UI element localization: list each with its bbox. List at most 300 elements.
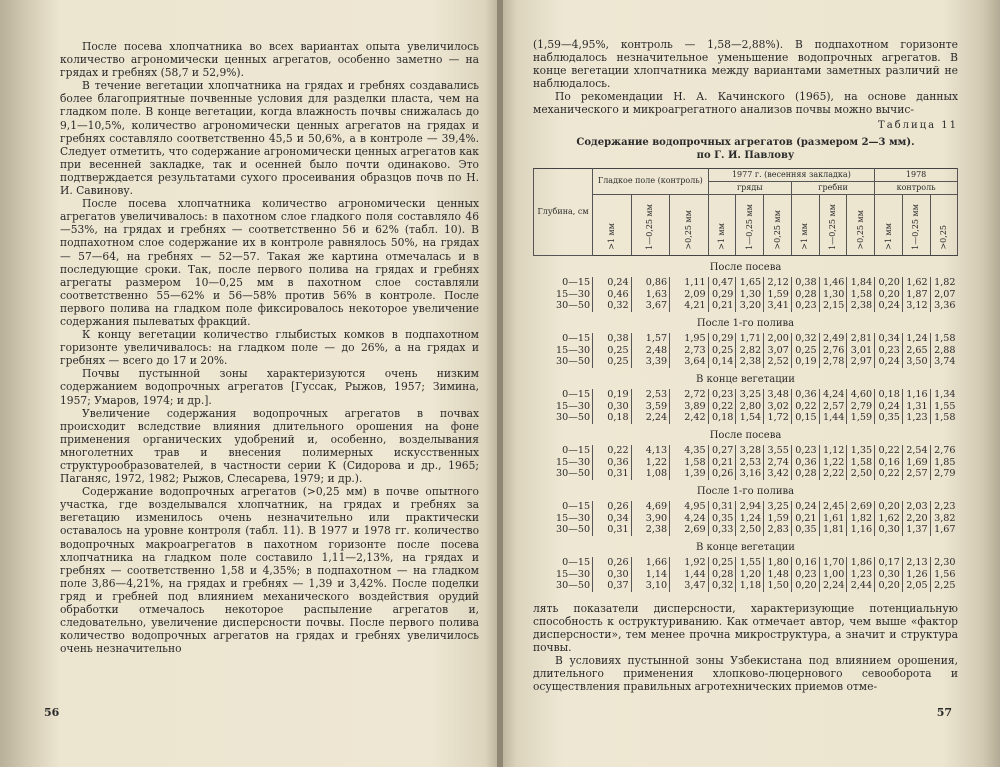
paragraph: По рекомендации Н. А. Качинского (1965), на основе данных механического и микроагрегатного анализов почвы можно вычис- [533,90,958,117]
value-cell: 2,42 [670,412,709,424]
value-cell: 1,30 [819,289,847,301]
value-cell: 3,67 [631,300,670,312]
value-cell: 1,59 [847,412,875,424]
value-cell: 0,22 [791,401,819,413]
subheader-label: 1—0,25 мм [828,203,838,250]
depth-cell: 15—30 [556,288,591,300]
value-cell: 0,29 [708,289,736,301]
value-cell: 4,60 [847,389,875,401]
paragraph: (1,59—4,95%, контроль — 1,58—2,88%). В подпахотном горизонте наблюдалось незначительное уменьшение водопрочных агрегатов. В конце вегетации хлопчатника между вариантами заметных различий не наблюдалось. [533,38,958,91]
value-cell: 1,55 [930,401,957,413]
value-cell: 1,39 [670,468,709,480]
value-cell: 0,38 [791,277,819,289]
value-cell: 0,25 [593,356,632,368]
subheader-label: >1 мм [883,222,893,250]
value-cell: 0,20 [791,580,819,592]
value-cell: 2,79 [930,468,957,480]
value-cell: 2,97 [847,356,875,368]
value-cell: 0,31 [593,468,632,480]
table-row [534,557,958,569]
value-cell: 4,24 [670,513,709,525]
value-cell: 1,58 [930,412,957,424]
value-cell: 1,65 [736,277,764,289]
value-cell: 2,50 [736,524,764,536]
value-cell: 0,14 [708,356,736,368]
value-cell: 1,95 [670,333,709,345]
value-cell: 1,18 [736,580,764,592]
value-cell: 1,46 [819,277,847,289]
table-row [534,412,958,424]
value-cell: 1,66 [631,557,670,569]
subheader-cell [670,194,709,255]
table-row [534,401,958,413]
value-cell: 3,28 [736,445,764,457]
value-cell: 0,25 [708,557,736,569]
value-cell: 2,24 [631,412,670,424]
subheader-cell [902,194,930,255]
depth-cell: 30—50 [556,468,591,480]
value-cell: 2,69 [847,501,875,513]
depth-cell: 0—15 [562,333,591,345]
subheader-cell [847,194,875,255]
subheader-cell [631,194,670,255]
subheader-label: >1 мм [717,222,727,250]
value-cell: 1,56 [930,569,957,581]
value-cell: 0,30 [593,569,632,581]
value-cell: 3,59 [631,401,670,413]
table-row [534,457,958,469]
paragraph: лять показатели дисперсности, характеризующие потенциальную способность к оструктуриванию. Как отмечает автор, чем выше «фактор дисперсности», тем менее прочна микроструктура, а значит и структура почвы. [533,601,958,654]
value-cell: 2,76 [930,445,957,457]
value-cell: 0,26 [593,501,632,513]
value-cell: 1,80 [764,557,792,569]
section-header-row [534,424,958,446]
value-cell: 2,25 [930,580,957,592]
value-cell: 2,15 [819,300,847,312]
value-cell: 0,29 [708,333,736,345]
value-cell: 0,28 [791,289,819,301]
value-cell: 1,23 [902,412,930,424]
value-cell: 2,50 [847,468,875,480]
depth-cell: 15—30 [556,344,591,356]
paragraph: После посева хлопчатника во всех вариантах опыта увеличилось количество агрономически ценных агрегатов, особенно заметно — на грядах и гребнях (58,7 и 52,9%). [60,40,479,80]
table-row [534,513,958,525]
value-cell: 3,20 [736,300,764,312]
value-cell: 1,58 [930,333,957,345]
paragraph: Почвы пустынной зоны характеризуются очень низким содержанием водопрочных агрегатов [Гуссак, Рыжов, 1957; Зимина, 1957; Умаров, 1974; и др.]. [60,367,479,407]
subheader-label: >0,25 [938,225,948,250]
value-cell: 1,72 [764,412,792,424]
section-title: После посева [709,429,782,441]
value-cell: 3,82 [930,513,957,525]
value-cell: 0,18 [708,412,736,424]
header-1978: 1978 [875,168,958,181]
value-cell: 0,86 [631,277,670,289]
depth-cell: 0—15 [562,557,591,569]
value-cell: 1,62 [902,277,930,289]
depth-cell: 15—30 [556,456,591,468]
paragraph: В течение вегетации хлопчатника на грядах и гребнях создавались более благоприятные почвенные условия для разделки пласта, чем на гладком поле. В конце вегетации, когда влажность почвы снижалась до 9,1—10,5%, количество агрономически ценных агрегатов на грядах и гребнях составляло соответственно 45,5 и 50,6%, а в контроле — 39,4%. Следует отметить, что содержание агрономически ценных агрегатов как при весенней закладке, так и осенней было почти одинаково. Это подтверждается результатами сухого просеивания образцов почв по Н. И. Савинову. [60,79,479,198]
subheader-label: >0,25 мм [683,210,693,250]
value-cell: 0,20 [875,289,903,301]
value-cell: 0,33 [708,524,736,536]
value-cell: 0,24 [875,356,903,368]
table-label: Таблица 11 [878,119,958,131]
value-cell: 0,36 [791,389,819,401]
value-cell: 3,25 [764,501,792,513]
value-cell: 2,52 [764,356,792,368]
value-cell: 0,31 [708,501,736,513]
paragraph: Содержание водопрочных агрегатов (>0,25 мм) в почве опытного участка, где возделывался хлопчатник, на грядах и гребнях за вегетацию изменилось очень незначительно или практически оставалось на уровне контроля (табл. 11). В 1977 и 1978 гг. количество водопрочных макроагрегатов в пахотном горизонте после посева хлопчатника на гладком поле составило 1,11—2,13%, на грядах и гребнях — соответственно 1,58 и 4,35%; в подпахотном — на гладком поле 3,86—4,21%, на грядах и гребнях — 1,39 и 3,42%. После поделки гряд и гребней под влиянием механического воздействия орудий обработки отмечалось некоторое распыление агрегатов и, следовательно, увеличение дисперсности почвы. После первого полива количество водопрочных агрегатов на грядах и гребнях увеличилось очень незначительно [60,485,479,656]
header-smooth-field: Гладкое поле (контроль) [593,168,709,194]
table-row [534,445,958,457]
value-cell: 1,30 [736,289,764,301]
value-cell: 2,24 [819,580,847,592]
value-cell: 2,65 [902,345,930,357]
value-cell: 2,74 [764,457,792,469]
value-cell: 2,76 [819,345,847,357]
value-cell: 1,58 [847,289,875,301]
value-cell: 0,34 [875,333,903,345]
value-cell: 0,36 [593,457,632,469]
table-row [534,524,958,536]
value-cell: 1,16 [902,389,930,401]
value-cell: 2,38 [631,524,670,536]
value-cell: 1,67 [930,524,957,536]
table-row [534,468,958,480]
value-cell: 0,32 [593,300,632,312]
value-cell: 1,16 [847,524,875,536]
value-cell: 4,21 [670,300,709,312]
value-cell: 0,34 [593,513,632,525]
depth-cell: 0—15 [562,445,591,457]
table-row [534,277,958,289]
value-cell: 3,64 [670,356,709,368]
table-row [534,580,958,592]
value-cell: 1,14 [631,569,670,581]
value-cell: 1,34 [930,389,957,401]
value-cell: 0,30 [875,569,903,581]
value-cell: 1,44 [670,569,709,581]
value-cell: 3,90 [631,513,670,525]
subheader-label: >1 мм [606,222,616,250]
value-cell: 0,31 [593,524,632,536]
value-cell: 1,22 [819,457,847,469]
value-cell: 2,94 [736,501,764,513]
value-cell: 0,30 [593,401,632,413]
value-cell: 0,18 [875,389,903,401]
value-cell: 3,89 [670,401,709,413]
value-cell: 0,15 [791,412,819,424]
value-cell: 2,53 [736,457,764,469]
page-number-right: 57 [936,706,952,719]
value-cell: 3,55 [764,445,792,457]
value-cell: 2,57 [902,468,930,480]
header-control: контроль [875,181,958,194]
value-cell: 0,28 [708,569,736,581]
value-cell: 1,24 [902,333,930,345]
paragraph: В условиях пустынной зоны Узбекистана под влиянием орошения, длительного применения хлопково-люцернового севооборота и осуществления правильных агротехнических приемов отме- [533,653,958,694]
value-cell: 3,12 [902,300,930,312]
value-cell: 2,57 [819,401,847,413]
depth-cell: 30—50 [556,300,591,312]
value-cell: 0,21 [708,300,736,312]
right-page [503,0,1000,767]
value-cell: 4,24 [819,389,847,401]
value-cell: 3,01 [847,345,875,357]
value-cell: 0,22 [875,445,903,457]
paragraph: После посева хлопчатника количество агрономически ценных агрегатов увеличивалось: в пахотном слое гладкого поля составляло 46—53%, на грядах и гребнях — соответственно 56 и 62% (табл. 10). В подпахотном слое содержание их в контроле равнялось 50%, на грядах — 57—64, на гребнях — 52—57. Такая же картина отмечалась и в последующие сроки. Так, после первого полива на грядах и гребнях агрегаты размером 10—0,25 мм в пахотном слое составляли соответственно 55—62% и 56—58% против 56% в контроле. После первого полива на гладком поле фиксировалось некоторое увеличение содержания пылеватых фракций. [60,197,479,328]
value-cell: 3,16 [736,468,764,480]
value-cell: 3,10 [631,580,670,592]
value-cell: 3,02 [764,401,792,413]
value-cell: 2,44 [847,580,875,592]
value-cell: 0,21 [791,513,819,525]
value-cell: 0,20 [875,277,903,289]
value-cell: 2,45 [819,501,847,513]
value-cell: 0,24 [875,300,903,312]
value-cell: 2,69 [670,524,709,536]
value-cell: 0,23 [791,300,819,312]
table-row [534,389,958,401]
value-cell: 0,25 [593,345,632,357]
subheader-label: 1—0,25 мм [744,203,754,250]
value-cell: 3,48 [764,389,792,401]
value-cell: 2,54 [902,445,930,457]
value-cell: 0,23 [708,389,736,401]
value-cell: 0,26 [708,468,736,480]
paragraph: К концу вегетации количество глыбистых комков в подпахотном горизонте увеличивалось: на гладком поле — до 26%, а на грядах и гребнях — всего до 17 и 20%. [60,328,479,368]
value-cell: 2,13 [902,557,930,569]
value-cell: 0,26 [593,557,632,569]
depth-cell: 0—15 [562,501,591,513]
depth-cell: 30—50 [556,524,591,536]
table-row [534,300,958,312]
subheader-label: >0,25 мм [772,210,782,250]
value-cell: 1,54 [736,412,764,424]
section-title: После 1-го полива [696,485,795,497]
value-cell: 0,17 [875,557,903,569]
value-cell: 1,20 [736,569,764,581]
table-caption [533,136,958,162]
value-cell: 3,47 [670,580,709,592]
value-cell: 0,23 [875,345,903,357]
value-cell: 0,47 [708,277,736,289]
value-cell: 0,24 [791,501,819,513]
left-text-block [60,40,479,655]
subheader-cell [736,194,764,255]
value-cell: 1,85 [930,457,957,469]
value-cell: 2,00 [764,333,792,345]
table-row [534,356,958,368]
value-cell: 0,32 [791,333,819,345]
section-header-row [534,536,958,558]
header-combs: гребни [791,181,874,194]
value-cell: 1,61 [819,513,847,525]
value-cell: 1,57 [631,333,670,345]
value-cell: 0,36 [791,457,819,469]
value-cell: 2,72 [670,389,709,401]
value-cell: 0,32 [708,580,736,592]
table-row [534,569,958,581]
section-header-row [534,255,958,277]
subheader-label: >1 мм [800,222,810,250]
value-cell: 1,87 [902,289,930,301]
data-table [533,168,958,592]
value-cell: 0,16 [875,457,903,469]
section-title: В конце вегетации [696,373,795,385]
value-cell: 1,00 [819,569,847,581]
section-title: В конце вегетации [696,541,795,553]
table-row [534,345,958,357]
value-cell: 2,79 [847,401,875,413]
header-depth: Глубина, см [534,168,593,255]
value-cell: 2,38 [847,300,875,312]
value-cell: 0,38 [593,333,632,345]
value-cell: 0,20 [875,580,903,592]
subheader-label: 1—0,25 мм [645,203,655,250]
section-header-row [534,368,958,390]
value-cell: 1,70 [819,557,847,569]
value-cell: 1,23 [847,569,875,581]
value-cell: 3,39 [631,356,670,368]
value-cell: 0,21 [708,457,736,469]
value-cell: 2,20 [902,513,930,525]
depth-cell: 30—50 [556,580,591,592]
value-cell: 1,58 [670,457,709,469]
value-cell: 0,25 [791,345,819,357]
value-cell: 1,62 [875,513,903,525]
value-cell: 2,73 [670,345,709,357]
value-cell: 0,23 [791,569,819,581]
depth-cell: 0—15 [562,389,591,401]
subheader-cell [791,194,819,255]
value-cell: 1,35 [847,445,875,457]
value-cell: 0,16 [791,557,819,569]
value-cell: 1,48 [764,569,792,581]
subheader-label: 1—0,25 мм [911,203,921,250]
section-title: После 1-го полива [696,317,795,329]
value-cell: 4,35 [670,445,709,457]
value-cell: 3,25 [736,389,764,401]
value-cell: 0,24 [875,401,903,413]
table-row [534,333,958,345]
value-cell: 2,12 [764,277,792,289]
value-cell: 0,22 [875,468,903,480]
value-cell: 1,82 [847,513,875,525]
paragraph: Увеличение содержания водопрочных агрегатов в почвах происходит вследствие влияния длительного орошения на фоне применения органических удобрений и, особенно, возделывания многолетних трав и внесения полимерных искусственных структурообразователей, в частности серии К (Сидорова и др., 1965; Паганяс, 1972, 1982; Рыжов, Слесарева, 1979; и др.). [60,406,479,486]
value-cell: 3,42 [764,468,792,480]
section-header-row [534,480,958,502]
value-cell: 0,20 [875,501,903,513]
value-cell: 1,63 [631,289,670,301]
value-cell: 1,37 [902,524,930,536]
value-cell: 3,50 [902,356,930,368]
value-cell: 4,69 [631,501,670,513]
subheader-cell [708,194,736,255]
value-cell: 2,30 [930,557,957,569]
table-row [534,501,958,513]
value-cell: 0,19 [791,356,819,368]
value-cell: 1,71 [736,333,764,345]
value-cell: 2,81 [847,333,875,345]
value-cell: 1,22 [631,457,670,469]
depth-cell: 15—30 [556,512,591,524]
subheader-cell [819,194,847,255]
value-cell: 0,35 [791,524,819,536]
depth-cell: 15—30 [556,568,591,580]
value-cell: 1,08 [631,468,670,480]
value-cell: 2,03 [902,501,930,513]
value-cell: 1,11 [670,277,709,289]
value-cell: 1,31 [902,401,930,413]
value-cell: 2,48 [631,345,670,357]
value-cell: 3,07 [764,345,792,357]
value-cell: 2,88 [930,345,957,357]
subheader-cell [593,194,632,255]
value-cell: 3,74 [930,356,957,368]
depth-cell: 0—15 [562,277,591,289]
value-cell: 0,35 [708,513,736,525]
value-cell: 2,05 [902,580,930,592]
value-cell: 3,36 [930,300,957,312]
value-cell: 2,22 [819,468,847,480]
value-cell: 1,55 [736,557,764,569]
depth-cell: 30—50 [556,412,591,424]
value-cell: 0,46 [593,289,632,301]
value-cell: 0,35 [875,412,903,424]
value-cell: 2,83 [764,524,792,536]
page-number-left: 56 [44,706,60,719]
depth-cell: 30—50 [556,356,591,368]
left-page [0,0,497,767]
value-cell: 1,86 [847,557,875,569]
table-caption-line: по Г. И. Павлову [696,149,795,161]
value-cell: 2,23 [930,501,957,513]
header-1977: 1977 г. (весенняя закладка) [708,168,875,181]
subheader-cell [930,194,957,255]
value-cell: 0,27 [708,445,736,457]
value-cell: 1,44 [819,412,847,424]
depth-cell: 15—30 [556,400,591,412]
value-cell: 2,07 [930,289,957,301]
value-cell: 0,24 [593,277,632,289]
value-cell: 1,92 [670,557,709,569]
value-cell: 0,28 [791,468,819,480]
value-cell: 2,53 [631,389,670,401]
value-cell: 0,23 [791,445,819,457]
subheader-label: >0,25 мм [855,210,865,250]
subheader-cell [764,194,792,255]
value-cell: 0,25 [708,345,736,357]
value-cell: 2,78 [819,356,847,368]
value-cell: 1,26 [902,569,930,581]
subheader-cell [875,194,903,255]
value-cell: 1,12 [819,445,847,457]
value-cell: 1,24 [736,513,764,525]
value-cell: 2,80 [736,401,764,413]
value-cell: 1,84 [847,277,875,289]
value-cell: 1,82 [930,277,957,289]
value-cell: 0,19 [593,389,632,401]
value-cell: 1,50 [764,580,792,592]
header-ridges: гряды [708,181,791,194]
section-title: После посева [709,261,782,273]
value-cell: 4,13 [631,445,670,457]
table-caption-line: Содержание водопрочных агрегатов (размером 2—3 мм). [576,136,915,148]
value-cell: 2,09 [670,289,709,301]
value-cell: 2,38 [736,356,764,368]
